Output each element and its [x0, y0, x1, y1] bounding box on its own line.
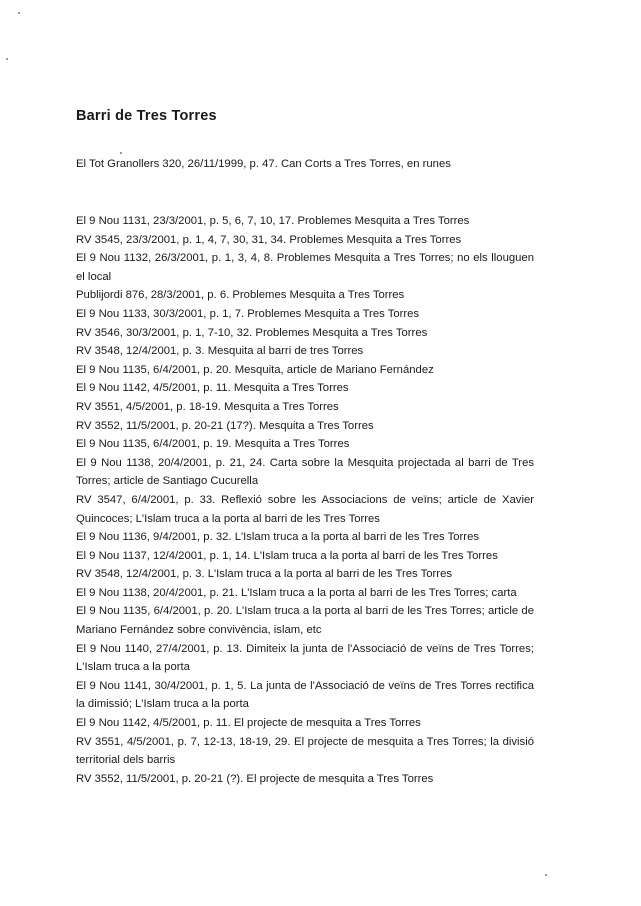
scan-speck [6, 58, 8, 60]
reference-entry: El 9 Nou 1141, 30/4/2001, p. 1, 5. La junta de l'Associació de veïns de Tres Torres rectifica la dimissió; L'Islam truca a la porta [76, 679, 534, 711]
reference-entry: El 9 Nou 1135, 6/4/2001, p. 19. Mesquita a Tres Torres [76, 438, 350, 451]
reference-entry: El 9 Nou 1135, 6/4/2001, p. 20. L'Islam truca a la porta al barri de les Tres Torres; article de Mariano Fernández sobre convivència, islam, etc [76, 605, 534, 637]
reference-entry: El 9 Nou 1131, 23/3/2001, p. 5, 6, 7, 10, 17. Problemes Mesquita a Tres Torres [76, 215, 470, 227]
reference-entry: El 9 Nou 1142, 4/5/2001, p. 11. El projecte de mesquita a Tres Torres [76, 717, 421, 730]
reference-entry: RV 3552, 11/5/2001, p. 20-21 (17?). Mesquita a Tres Torres [76, 419, 374, 432]
reference-entry: El 9 Nou 1142, 4/5/2001, p. 11. Mesquita a Tres Torres [76, 382, 349, 395]
reference-entry: RV 3546, 30/3/2001, p. 1, 7-10, 32. Problemes Mesquita a Tres Torres [76, 326, 428, 339]
scan-speck [545, 874, 547, 876]
scan-speck [18, 12, 20, 14]
reference-entry: RV 3551, 4/5/2001, p. 7, 12-13, 18-19, 29. El projecte de mesquita a Tres Torres; la divisió territorial dels barris [76, 735, 534, 767]
reference-entry: RV 3547, 6/4/2001, p. 33. Reflexió sobre les Associacions de veïns; article de Xavier Quincoces; L'Islam truca a la porta al barri de les Tres Torres [76, 493, 534, 525]
intro-reference: El Tot Granollers 320, 26/11/1999, p. 47. Can Corts a Tres Torres, en runes [76, 158, 451, 170]
reference-entry: RV 3551, 4/5/2001, p. 18-19. Mesquita a Tres Torres [76, 400, 339, 413]
page-title: Barri de Tres Torres [76, 108, 217, 124]
reference-entry: RV 3552, 11/5/2001, p. 20-21 (?). El projecte de mesquita a Tres Torres [76, 772, 434, 785]
reference-entry: RV 3548, 12/4/2001, p. 3. Mesquita al barri de tres Torres [76, 345, 364, 358]
reference-entry: El 9 Nou 1137, 12/4/2001, p. 1, 14. L'Islam truca a la porta al barri de les Tres Torres [76, 549, 498, 562]
reference-entry: El 9 Nou 1132, 26/3/2001, p. 1, 3, 4, 8. Problemes Mesquita a Tres Torres; no els llouguen el local [76, 252, 534, 283]
reference-entry: El 9 Nou 1138, 20/4/2001, p. 21. L'Islam truca a la porta al barri de les Tres Torres; carta [76, 586, 517, 599]
reference-entry: RV 3545, 23/3/2001, p. 1, 4, 7, 30, 31, 34. Problemes Mesquita a Tres Torres [76, 233, 462, 246]
reference-entry: El 9 Nou 1136, 9/4/2001, p. 32. L'Islam truca a la porta al barri de les Tres Torres [76, 531, 479, 544]
reference-entry: RV 3548, 12/4/2001, p. 3. L'Islam truca a la porta al barri de les Tres Torres [76, 568, 452, 581]
reference-list [76, 212, 534, 788]
reference-entry: El 9 Nou 1135, 6/4/2001, p. 20. Mesquita, article de Mariano Fernández [76, 363, 434, 376]
reference-entry: El 9 Nou 1138, 20/4/2001, p. 21, 24. Carta sobre la Mesquita projectada al barri de Tres Torres; article de Santiago Cucurella [76, 456, 534, 488]
scan-speck [120, 152, 122, 154]
reference-entry: El 9 Nou 1133, 30/3/2001, p. 1, 7. Problemes Mesquita a Tres Torres [76, 307, 420, 320]
reference-entry: El 9 Nou 1140, 27/4/2001, p. 13. Dimiteix la junta de l'Associació de veïns de Tres Torres; L'Islam truca a la porta [76, 642, 534, 674]
reference-entry: Publijordi 876, 28/3/2001, p. 6. Problemes Mesquita a Tres Torres [76, 289, 405, 302]
